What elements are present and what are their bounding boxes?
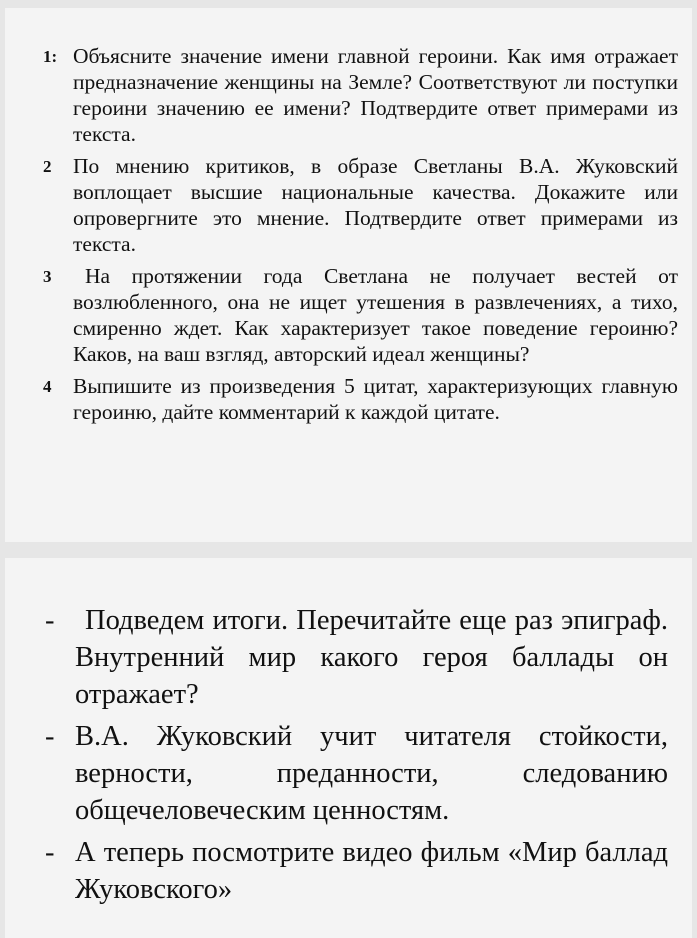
question-item-3 <box>43 263 678 367</box>
question-number: 4 <box>43 377 52 396</box>
question-number: 1: <box>43 47 58 66</box>
bullet-dash: - <box>45 605 55 636</box>
summary-text: А теперь посмотрите видео фильм «Мир баллад Жуковского» <box>75 837 668 905</box>
questions-card <box>5 8 692 542</box>
question-number: 2 <box>43 157 52 176</box>
question-text: Объясните значение имени главной героини. Как имя отражает предназначение женщины на Земле? Соответствуют ли поступки героини значению ее имени? Подтвердите ответ примерами из текста. <box>73 44 678 146</box>
summary-item-3 <box>45 834 668 908</box>
summary-text: Подведем итоги. Перечитайте еще раз эпиграф. Внутренний мир какого героя баллады он отражает? <box>75 605 668 710</box>
question-number: 3 <box>43 267 52 286</box>
question-item-1 <box>43 43 678 147</box>
summary-text: В.А. Жуковский учит читателя стойкости, верности, преданности, следованию общечеловеческим ценностям. <box>75 721 668 826</box>
question-text: Выпишите из произведения 5 цитат, характеризующих главную героиню, дайте комментарий к каждой цитате. <box>73 374 678 424</box>
question-item-2 <box>43 153 678 257</box>
question-text: На протяжении года Светлана не получает вестей от возлюбленного, она не ищет утешения в развлечениях, а тихо, смиренно ждет. Как характеризует такое поведение героиню? Каков, на ваш взгляд, авторский идеал женщины? <box>73 264 678 366</box>
question-item-4 <box>43 373 678 425</box>
summary-item-1 <box>45 602 668 713</box>
question-text: По мнению критиков, в образе Светланы В.А. Жуковский воплощает высшие национальные качества. Докажите или опровергните это мнение. Подтвердите ответ примерами из текста. <box>73 154 678 256</box>
summary-item-2 <box>45 718 668 829</box>
bullet-dash: - <box>45 837 55 868</box>
summary-card <box>5 558 692 938</box>
bullet-dash: - <box>45 721 55 752</box>
